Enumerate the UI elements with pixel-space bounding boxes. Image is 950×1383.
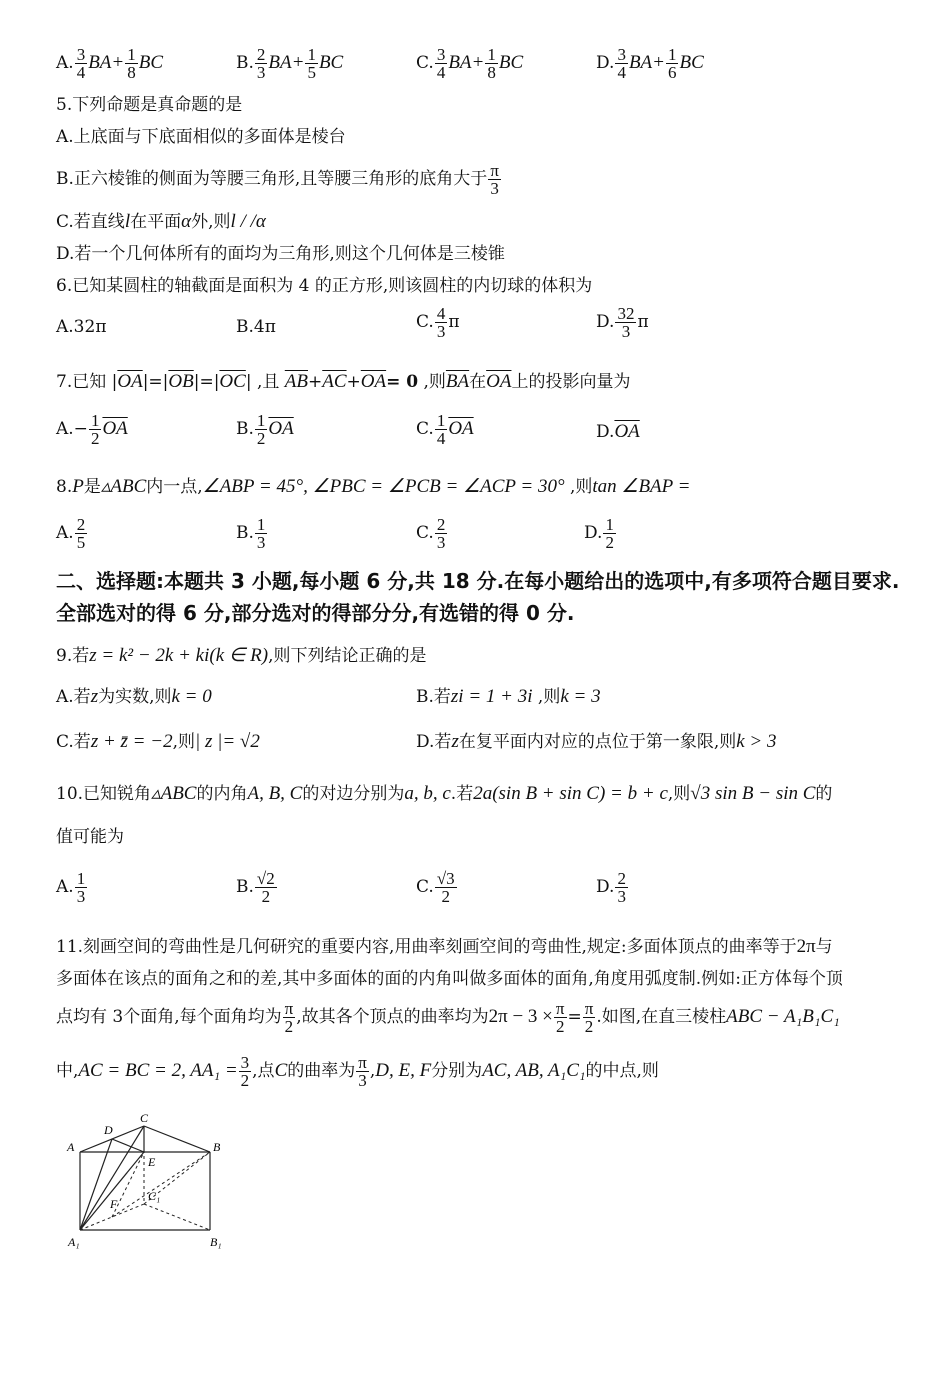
q7-option-c: C. $\frac{1}{4}$ $\overline{OA}$ [416, 411, 474, 448]
q7-stem: 7.已知 $|\overline{OA}|=|\overline{OB}|=|\overline{OC}|$ ,且 $\overline{AB}+\overline{AC}+\overline{OA}= 0$ ,则$\overline{BA}$在$\overline{OA}$上的投影向量为 [56, 371, 631, 392]
q10-option-b: B. $\frac{√2}{2}$ [236, 869, 275, 906]
label-A1: A₁ [68, 1235, 80, 1249]
q4-option-b: B. $\frac{2}{3}$ BA+ $\frac{1}{5}$ BC [236, 45, 344, 82]
label-C: C [140, 1111, 149, 1125]
q8-option-c: C. $\frac{2}{3}$ [416, 515, 446, 552]
q9-option-b: B.若zi = 1 + 3i ,则k = 3 [416, 686, 601, 707]
section2-heading-line2: 全部选对的得 6 分,部分选对的得部分分,有选错的得 0 分. [56, 601, 575, 625]
label-D: D [104, 1123, 113, 1137]
q11-line3: 点均有 3个面角,每个面角均为 $\frac{\pi}{2}$ ,故其各个顶点的曲率均为2π − 3 × $\frac{\pi}{2}$ = $\frac{\pi}{2}$ .如图,在直三棱柱ABC − A₁B₁C₁ [56, 999, 840, 1036]
q4-option-c: C. $\frac{3}{4}$ BA+ $\frac{1}{8}$ BC [416, 45, 524, 82]
q6-stem: 6.已知某圆柱的轴截面是面积为 4 的正方形,则该圆柱的内切球的体积为 [56, 276, 593, 296]
q6-option-a: A.32π [56, 317, 107, 337]
prism-figure [64, 1110, 234, 1250]
q11-line4: 中,AC = BC = 2, AA₁ = $\frac{3}{2}$ ,点C的曲率为 $\frac{\pi}{3}$ ,D, E, F分别为AC, AB, A₁C₁的中点,则 [56, 1053, 659, 1090]
q8-option-a: A. $\frac{2}{5}$ [56, 515, 86, 552]
q10-option-d: D. $\frac{2}{3}$ [596, 869, 626, 906]
q9-option-c: C.若z + z̄ = −2,则| z |= √2 [56, 731, 260, 752]
q10-stem: 10.已知锐角▵ABC的内角A, B, C的对边分别为a, b, c.若2a(sin B + sin C) = b + c,则√3 sin B − sin C的 [56, 783, 833, 804]
q7-option-b: B. $\frac{1}{2}$ $\overline{OA}$ [236, 411, 294, 448]
label-A: A [67, 1140, 75, 1154]
q9-stem: 9.若z = k² − 2k + ki(k ∈ R),则下列结论正确的是 [56, 645, 427, 666]
q6-option-d: D. $\frac{32}{3}$ π [596, 304, 649, 341]
q4-option-a: A. $\frac{3}{4}$ BA+ $\frac{1}{8}$ BC [56, 45, 164, 82]
q4-option-d: D. $\frac{3}{4}$ BA+ $\frac{1}{6}$ BC [596, 45, 704, 82]
q7-option-d: $D.\overline{OA}$ [596, 421, 640, 442]
label-B1: B₁ [210, 1235, 222, 1249]
q8-option-b: B. $\frac{1}{3}$ [236, 515, 266, 552]
q10-stem-line2: 值可能为 [56, 827, 124, 847]
q8-stem: 8.P是▵ABC内一点,∠ABP = 45°, ∠PBC = ∠PCB = ∠ACP = 30° ,则tan ∠BAP = [56, 476, 691, 497]
q11-line2: 多面体在该点的面角之和的差,其中多面体的面的内角叫做多面体的面角,角度用弧度制.例如:正方体每个顶 [56, 969, 843, 989]
section2-heading-line1: 二、选择题:本题共 3 小题,每小题 6 分,共 18 分.在每小题给出的选项中,有多项符合题目要求. [56, 569, 900, 593]
label-E: E [148, 1155, 156, 1169]
q10-option-a: A. $\frac{1}{3}$ [56, 869, 86, 906]
q5-option-c: C.若直线l在平面α外,则l / /α [56, 211, 266, 232]
q5-stem: 5.下列命题是真命题的是 [56, 95, 243, 115]
q7-option-a: A.− $\frac{1}{2}$ $\overline{OA}$ [56, 411, 128, 448]
q6-option-c: C. $\frac{4}{3}$ π [416, 304, 460, 341]
q9-option-a: A.若z为实数,则k = 0 [56, 686, 212, 707]
q9-option-d: D.若z在复平面内对应的点位于第一象限,则k > 3 [416, 731, 777, 752]
q11-line1: 11.刻画空间的弯曲性是几何研究的重要内容,用曲率刻画空间的弯曲性,规定:多面体顶点的曲率等于2π与 [56, 936, 833, 957]
q6-option-b: B.4π [236, 317, 276, 337]
label-F: F [110, 1197, 118, 1211]
label-C1: C₁ [148, 1189, 161, 1203]
label-B: B [213, 1140, 221, 1154]
q5-option-b: B.正六棱锥的侧面为等腰三角形,且等腰三角形的底角大于 $\frac{\pi}{3}$ [56, 161, 499, 198]
q10-option-c: C. $\frac{√3}{2}$ [416, 869, 455, 906]
q8-option-d: D. $\frac{1}{2}$ [584, 515, 614, 552]
q5-option-d: D.若一个几何体所有的面均为三角形,则这个几何体是三棱锥 [56, 244, 505, 264]
q5-option-a: A.上底面与下底面相似的多面体是棱台 [56, 127, 346, 147]
